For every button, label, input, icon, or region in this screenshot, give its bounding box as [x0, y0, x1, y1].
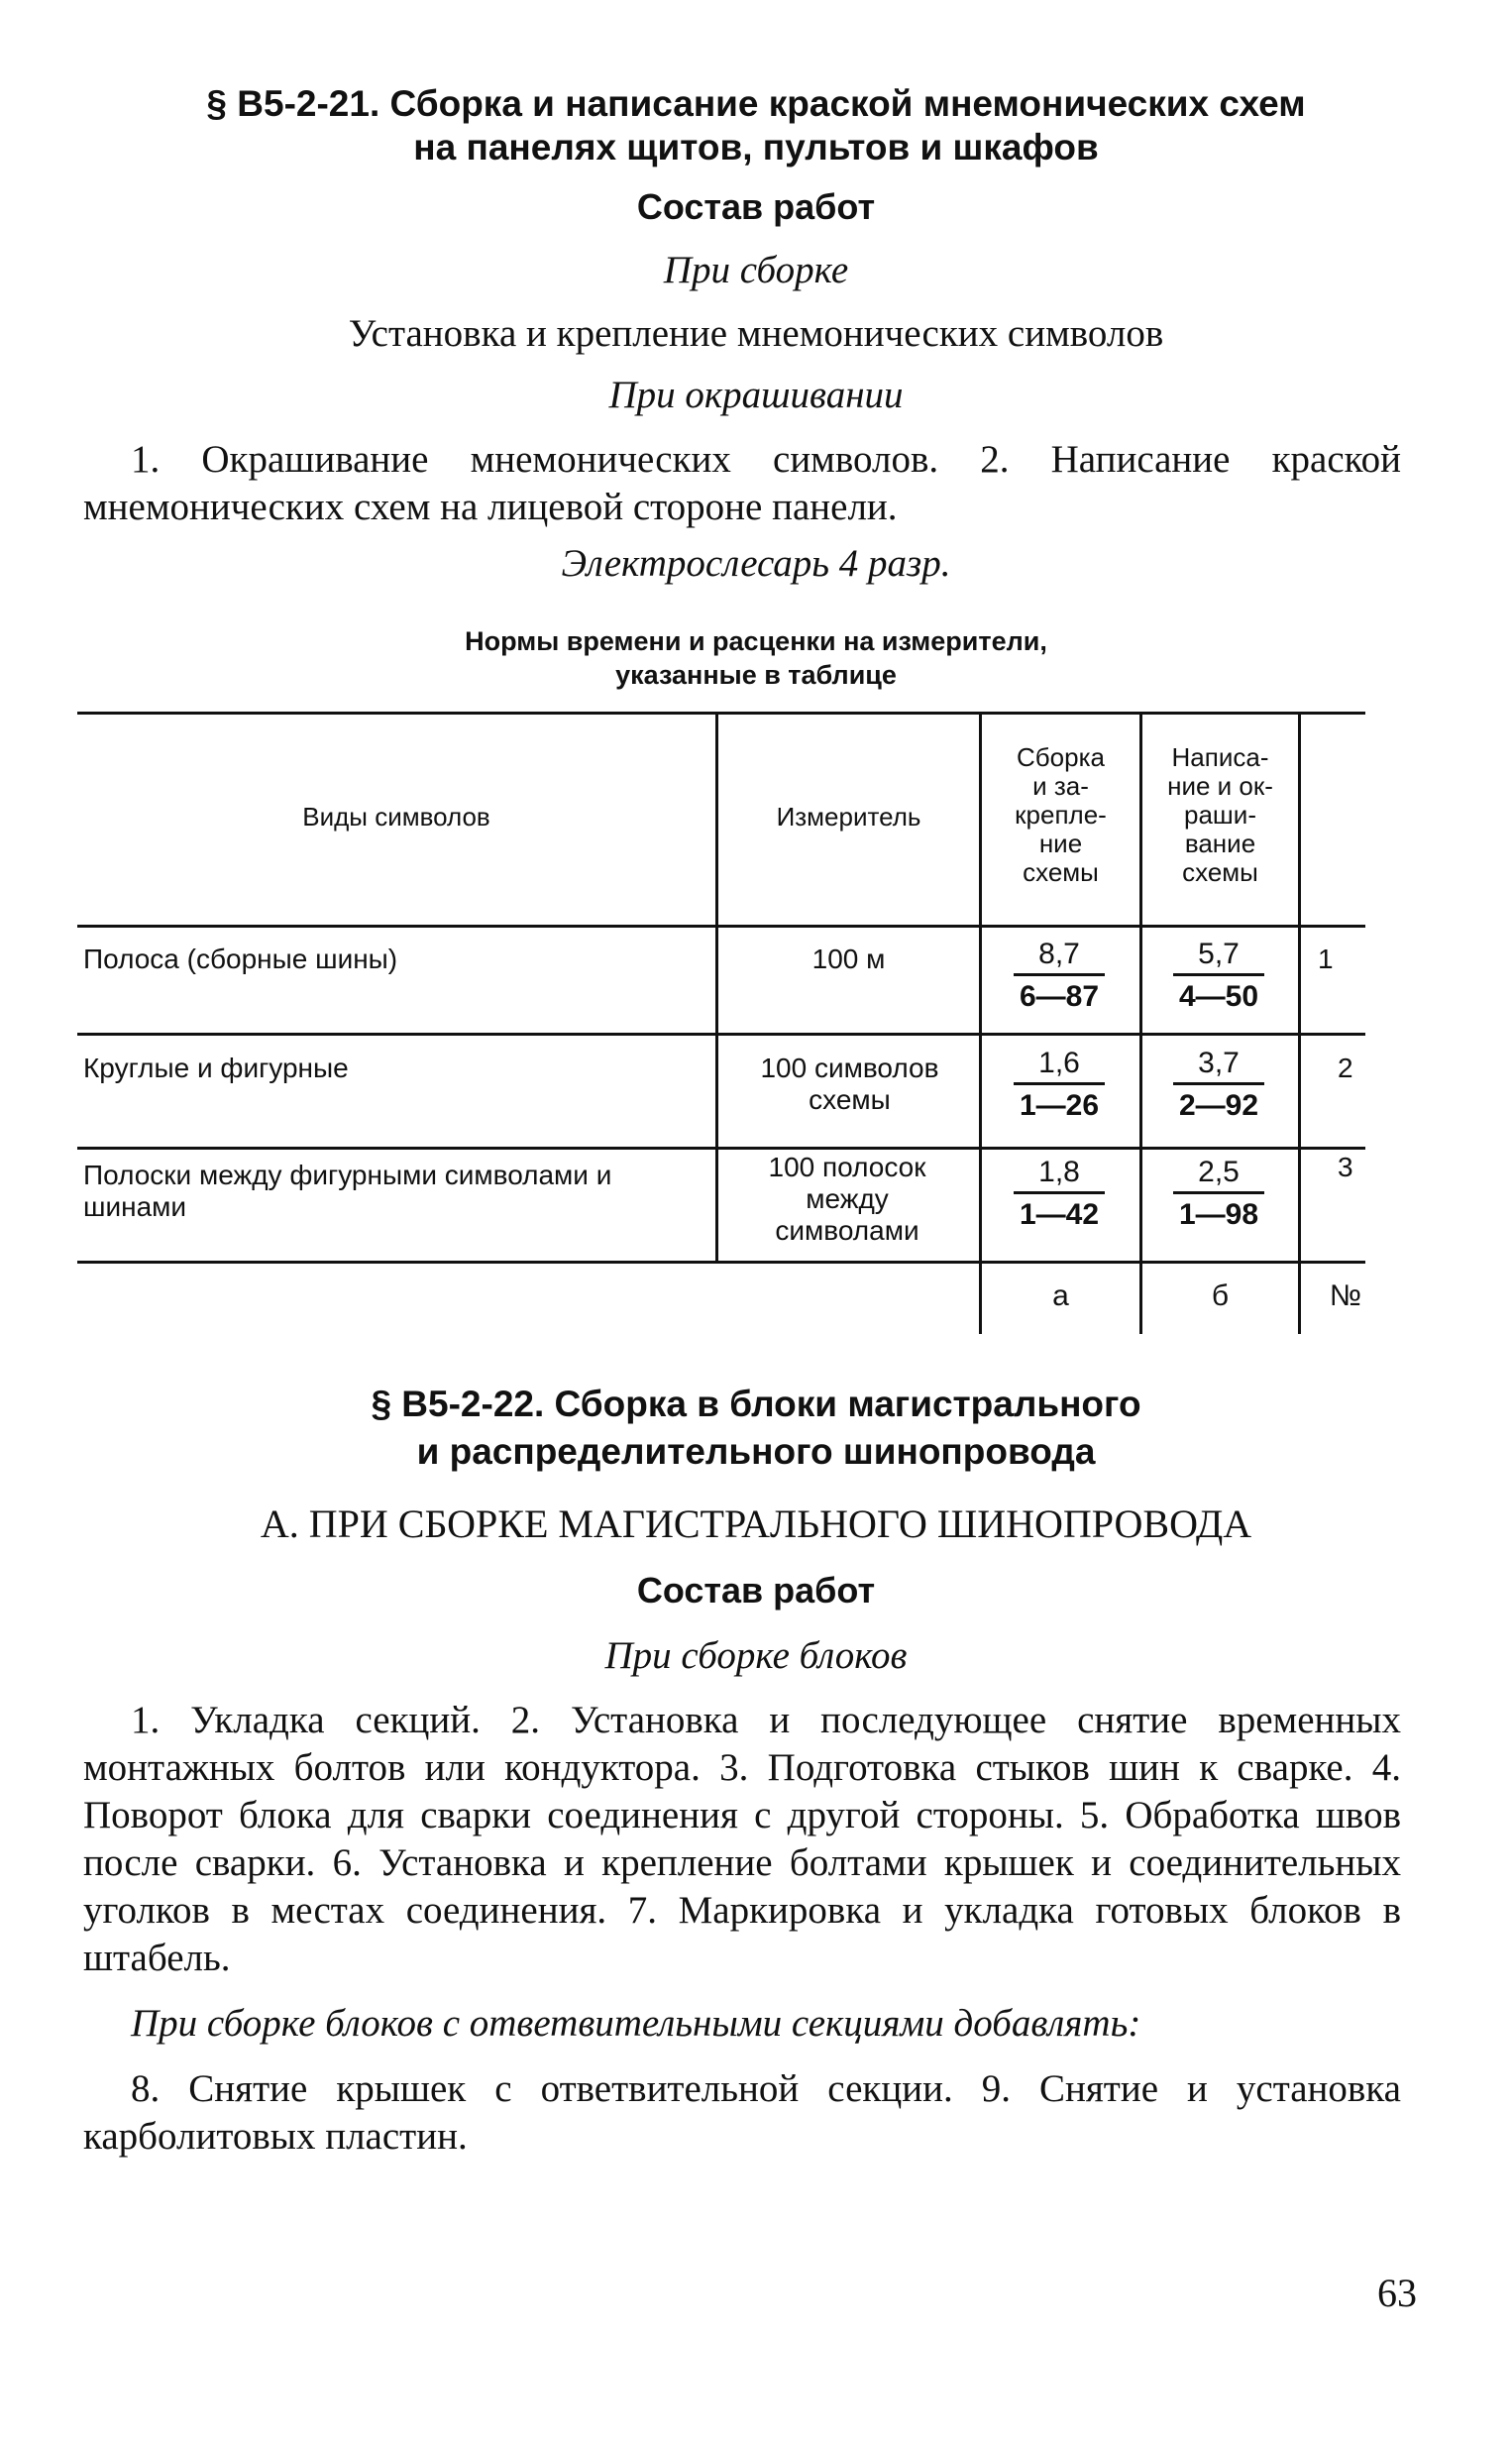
section1-painting-heading: При окрашивании: [608, 374, 904, 416]
table-footer-rule: [77, 1261, 1365, 1264]
row2-assembly-value: [1000, 1047, 1119, 1123]
row3-assembly-value: [1000, 1156, 1119, 1232]
table-header-rule: [77, 925, 1365, 928]
section2-work-heading: Состав работ: [636, 1570, 876, 1611]
row1-assembly-norm: 8,7: [1038, 938, 1080, 970]
header-painting-line: вание: [1184, 829, 1256, 858]
row2-painting-value: [1159, 1047, 1278, 1123]
section2-title-line2: и распределительного шинопровода: [416, 1431, 1096, 1472]
row1-number: 1: [1318, 944, 1334, 974]
table-row-rule: [77, 1033, 1365, 1036]
row2-assembly-norm: 1,6: [1038, 1047, 1080, 1079]
header-painting-line: ние и ок-: [1167, 771, 1273, 801]
section2-title-line1: § В5-2-22. Сборка в блоки магистрального: [371, 1384, 1141, 1424]
row3-assembly-rate: 1—42: [1019, 1198, 1100, 1231]
row3-kind: Полоски между фигурными символами и шинами: [83, 1160, 612, 1222]
row2-painting-norm: 3,7: [1198, 1047, 1240, 1079]
row2-assembly-rate: 1—26: [1019, 1089, 1100, 1122]
header-assembly-line: ние: [1038, 829, 1083, 858]
row1-painting-value: [1159, 938, 1278, 1014]
table-row-rule: [77, 1147, 1365, 1150]
row1-painting-norm: 5,7: [1198, 938, 1240, 970]
row3-painting-rate: 1—98: [1178, 1198, 1259, 1231]
row3-unit: 100 полосок между символами: [768, 1152, 926, 1246]
section2-blocks-text: 1. Укладка секций. 2. Установка и последующее снятие временных монтажных болтов или кондуктора. 3. Подготовка стыков шин к сварке. 4. Поворот блока для сварки соединения с другой стороны. 5. Обработка швов после сварки. 6. Установка и крепление болтами крышек и соединительных уголков в местах соединения. 7. Маркировка и укладка готовых блоков в штабель.: [83, 1699, 1401, 1979]
header-assembly-line: крепле-: [1015, 800, 1107, 830]
section2-blocks-heading: При сборке блоков: [604, 1634, 908, 1677]
header-assembly-line: схемы: [1023, 857, 1099, 887]
header-painting-line: раши-: [1184, 800, 1256, 830]
footer-col-a: а: [1052, 1279, 1069, 1312]
row1-unit: 100 м: [811, 944, 886, 974]
section1-worker: Электрослесарь 4 разр.: [561, 542, 951, 585]
row3-number: 3: [1338, 1152, 1353, 1182]
section2-branch-heading: При сборке блоков с ответвительными секциями добавлять:: [131, 2002, 1141, 2045]
header-assembly-line: Сборка: [1017, 742, 1105, 772]
row1-assembly-rate: 6—87: [1019, 980, 1100, 1013]
row2-unit: 100 символов схемы: [760, 1053, 939, 1115]
table-top-rule: [77, 712, 1365, 715]
section1-title-line1: § В5-2-21. Сборка и написание краской мнемонических схем: [206, 83, 1306, 124]
footer-col-b: б: [1211, 1279, 1230, 1312]
section2-branch-text: 8. Снятие крышек с ответвительной секции. 9. Снятие и установка карболитовых пластин.: [83, 2067, 1401, 2158]
section1-title-line2: на панелях щитов, пультов и шкафов: [413, 127, 1099, 167]
footer-col-no: №: [1329, 1279, 1362, 1312]
header-assembly: [982, 743, 1139, 887]
row3-painting-norm: 2,5: [1198, 1156, 1240, 1188]
section1-assembly-heading: При сборке: [663, 249, 849, 291]
table-caption-line1: Нормы времени и расценки на измерители,: [465, 626, 1047, 656]
table-caption-line2: указанные в таблице: [615, 660, 897, 690]
header-kind: Виды символов: [302, 802, 490, 832]
row2-number: 2: [1338, 1053, 1353, 1083]
row3-painting-value: [1159, 1156, 1278, 1232]
row2-painting-rate: 2—92: [1178, 1089, 1259, 1122]
fraction-bar: [1014, 1191, 1105, 1194]
header-painting-line: схемы: [1182, 857, 1258, 887]
fraction-bar: [1014, 973, 1105, 976]
row1-painting-rate: 4—50: [1178, 980, 1259, 1013]
header-painting: [1142, 743, 1298, 887]
fraction-bar: [1173, 1082, 1264, 1085]
row2-kind: Круглые и фигурные: [83, 1053, 349, 1083]
fraction-bar: [1173, 973, 1264, 976]
section1-work-heading: Состав работ: [636, 186, 876, 227]
page-number: 63: [1377, 2271, 1417, 2315]
header-painting-line: Написа-: [1171, 742, 1269, 772]
section2-subsection: А. ПРИ СБОРКЕ МАГИСТРАЛЬНОГО ШИНОПРОВОДА: [260, 1501, 1252, 1546]
fraction-bar: [1014, 1082, 1105, 1085]
row1-assembly-value: [1000, 938, 1119, 1014]
section1-assembly-text: Установка и крепление мнемонических символов: [348, 312, 1164, 355]
fraction-bar: [1173, 1191, 1264, 1194]
row1-kind: Полоса (сборные шины): [83, 944, 398, 974]
row3-assembly-norm: 1,8: [1038, 1156, 1080, 1188]
header-unit: Измеритель: [776, 802, 921, 832]
section1-painting-text: 1. Окрашивание мнемонических символов. 2. Написание краской мнемонических схем на лицевой стороне панели.: [83, 438, 1401, 528]
header-assembly-line: и за-: [1032, 771, 1089, 801]
table-col-rule: [715, 712, 718, 1263]
table-col-rule: [1298, 712, 1301, 1334]
